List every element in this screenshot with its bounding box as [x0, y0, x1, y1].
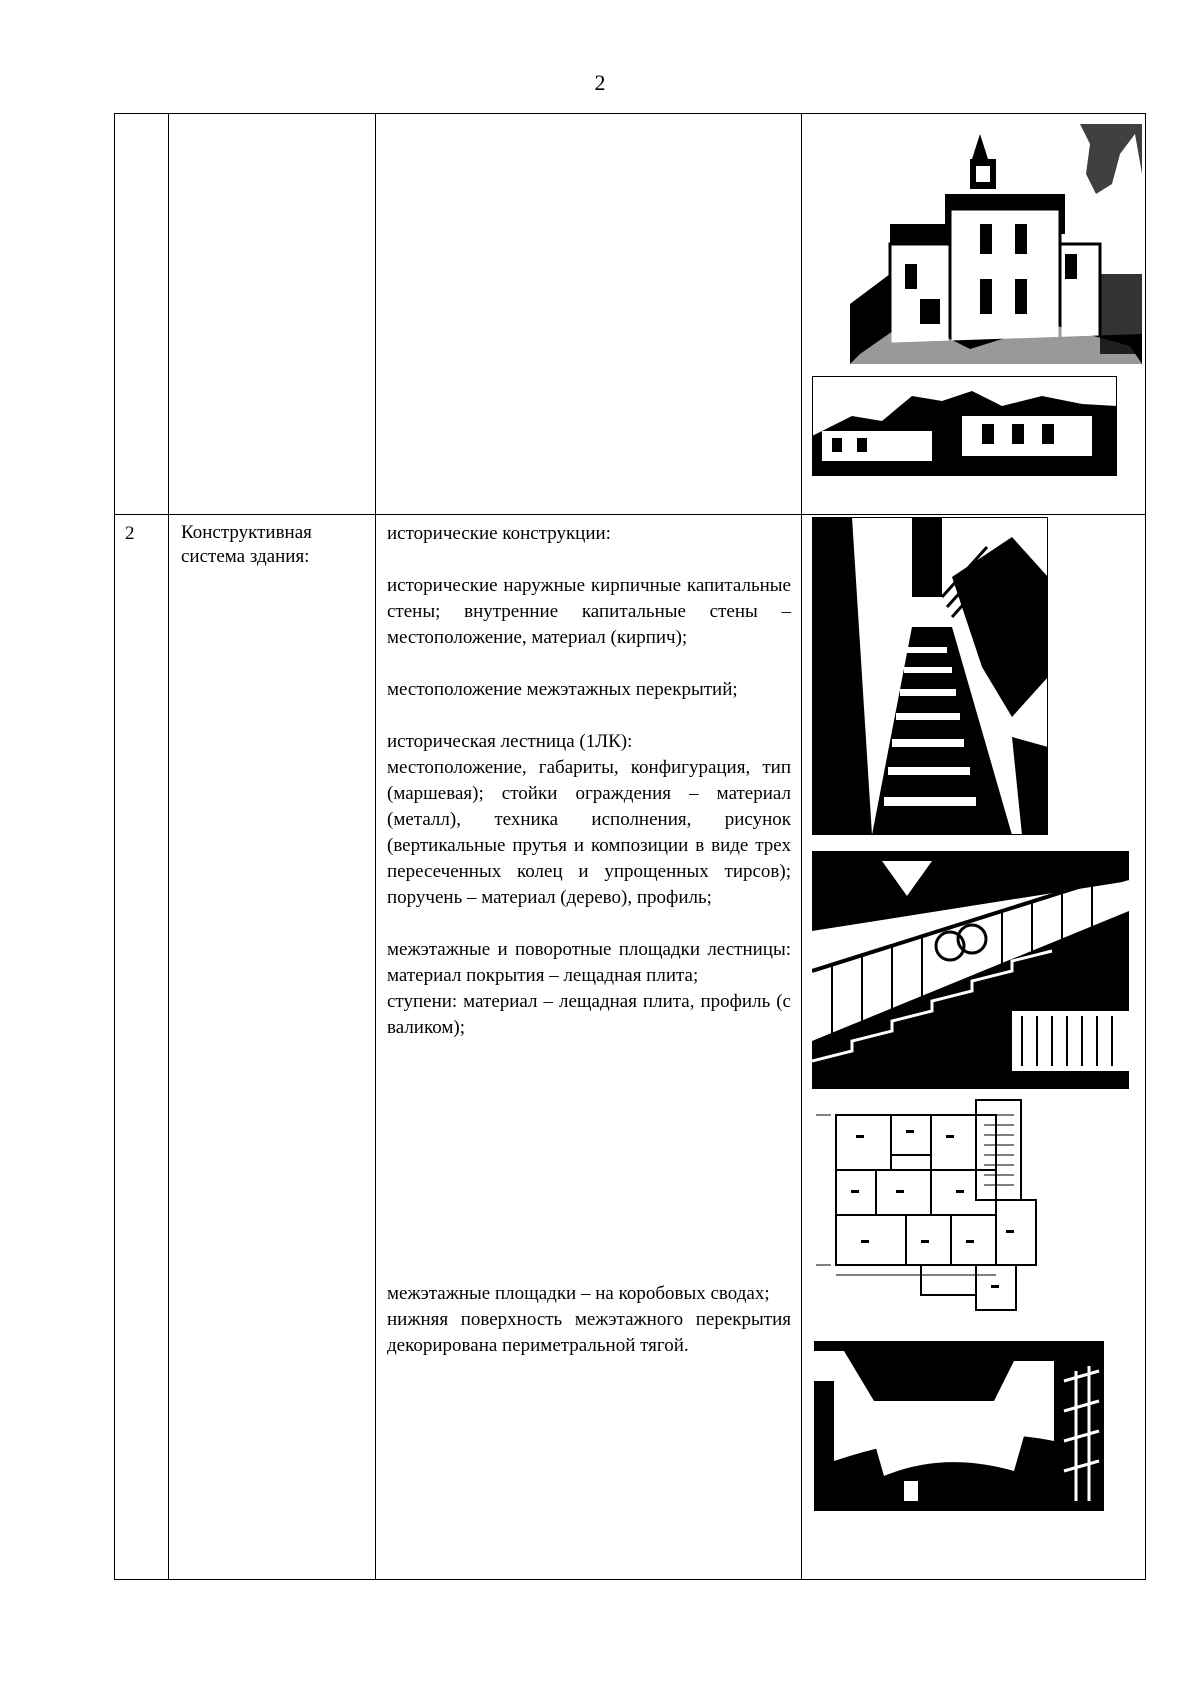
description-paragraph: историческая лестница (1ЛК):	[387, 731, 633, 752]
vaulted-ceiling-photo	[814, 1341, 1104, 1511]
page-number: 2	[594, 70, 606, 95]
building-street-photo	[812, 376, 1117, 476]
description-paragraph: исторические наружные кирпичные капитальные стены; внутренние капитальные стены – местоположение, материал (кирпич);	[387, 575, 791, 648]
table-row	[115, 114, 1146, 515]
document-table	[114, 113, 1146, 1580]
floor-plan-drawing	[816, 1095, 1056, 1335]
row-number: 2	[125, 523, 135, 544]
description-text	[376, 515, 801, 1359]
building-facade-photo	[850, 114, 1142, 364]
description-paragraph: местоположение межэтажных перекрытий;	[387, 679, 738, 700]
railing-photo	[812, 851, 1129, 1089]
row-description-cell	[376, 515, 802, 1580]
description-paragraph: исторические конструкции:	[387, 523, 611, 544]
row-number-cell	[115, 114, 169, 515]
description-paragraph: нижняя поверхность межэтажного перекрытия декорирована периметральной тягой.	[387, 1309, 791, 1356]
description-paragraph: межэтажные площадки – на коробовых сводах;	[387, 1283, 770, 1304]
row-image-cell	[802, 114, 1146, 515]
description-paragraph: межэтажные и поворотные площадки лестницы: материал покрытия – лещадная плита;	[387, 939, 791, 986]
description-paragraph: местоположение, габариты, конфигурация, тип (маршевая); стойки ограждения – материал (металл), техника исполнения, рисунок (вертикальные прутья и композиции в виде трех пересеченных колец и упрощенных тирсов); поручень – материал (дерево), профиль;	[387, 757, 791, 908]
description-paragraph: ступени: материал – лещадная плита, профиль (с валиком);	[387, 991, 791, 1038]
staircase-photo	[812, 517, 1048, 835]
row-name-cell	[169, 114, 376, 515]
row-description-cell	[376, 114, 802, 515]
row-number-cell	[115, 515, 169, 1580]
row-name-cell	[169, 515, 376, 1580]
row-name: Конструктивная система здания:	[181, 522, 312, 567]
table-row	[115, 515, 1146, 1580]
row-image-cell	[802, 515, 1146, 1580]
